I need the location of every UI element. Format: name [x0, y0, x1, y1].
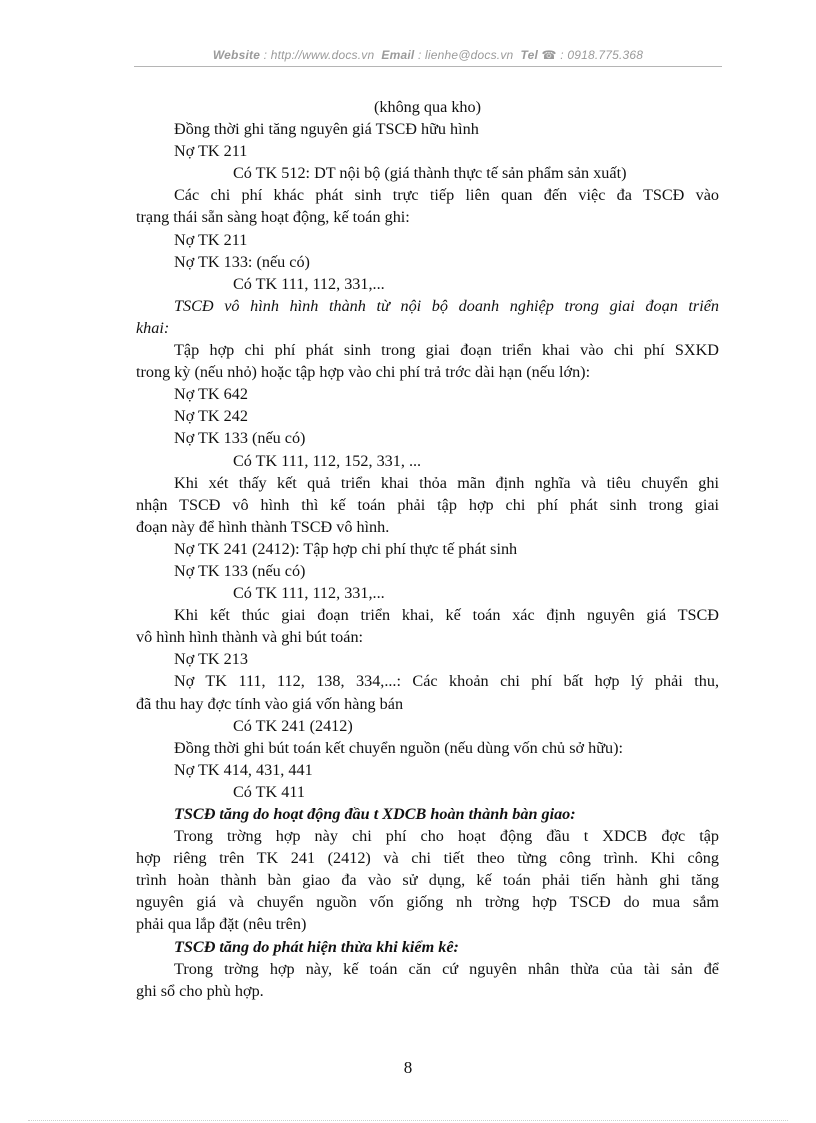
website-value[interactable]: : http://www.docs.vn: [263, 48, 375, 62]
text-line: Có TK 241 (2412): [233, 716, 353, 735]
text-line: Có TK 411: [233, 782, 305, 801]
text-line: Nợ TK 213: [174, 650, 248, 669]
text-line: Có TK 512: DT nội bộ (giá thành thực tế sản phẩm sản xuất): [233, 164, 627, 183]
text-line: Nợ TK 111, 112, 138, 334,...: Các khoản chi phí bất hợp lý phải thu,: [174, 672, 719, 691]
document-body: [136, 96, 719, 1002]
text-line: Trong trờng hợp này, kế toán căn cứ nguyên nhân thừa của tài sản để: [174, 959, 719, 978]
text-line: Các chi phí khác phát sinh trực tiếp liên quan đến việc đa TSCĐ vào: [174, 186, 719, 205]
text-line: trình hoàn thành bàn giao đa vào sử dụng, kế toán phải tiến hành ghi tăng: [136, 871, 719, 890]
text-line: đoạn này để hình thành TSCĐ vô hình.: [136, 517, 390, 536]
tel-value: : 0918.775.368: [560, 48, 644, 62]
text-line: Trong trờng hợp này chi phí cho hoạt động đầu t XDCB đợc tập: [174, 827, 719, 846]
text-line: Có TK 111, 112, 331,...: [233, 584, 385, 603]
text-line: Nợ TK 642: [174, 385, 248, 404]
text-line: Tập hợp chi phí phát sinh trong giai đoạn triển khai vào chi phí SXKD: [174, 341, 719, 360]
text-line: Khi kết thúc giai đoạn triển khai, kế toán xác định nguyên giá TSCĐ: [174, 606, 719, 625]
text-line: nguyên giá và chuyển nguồn vốn giống nh trờng hợp TSCĐ do mua sắm: [136, 893, 719, 912]
email-label: Email: [381, 48, 415, 62]
text-line: Nợ TK 241 (2412): Tập hợp chi phí thực tế phát sinh: [174, 539, 518, 558]
page-bottom-divider: [28, 1120, 788, 1121]
text-line: đã thu hay đợc tính vào giá vốn hàng bán: [136, 694, 404, 713]
text-line: nhận TSCĐ vô hình thì kế toán phải tập hợp chi phí phát sinh trong giai: [136, 495, 719, 514]
text-line: Đồng thời ghi bút toán kết chuyển nguồn (nếu dùng vốn chủ sở hữu):: [174, 738, 623, 757]
website-label: Website: [212, 48, 261, 62]
text-line: Nợ TK 211: [174, 230, 248, 249]
text-line: Đồng thời ghi tăng nguyên giá TSCĐ hữu hình: [174, 120, 479, 139]
text-line: trạng thái sẵn sàng hoạt động, kế toán ghi:: [136, 208, 410, 227]
text-line: TSCĐ vô hình hình thành từ nội bộ doanh nghiệp trong giai đoạn triển: [174, 296, 719, 315]
text-line: Có TK 111, 112, 331,...: [233, 274, 385, 293]
text-line: khai:: [136, 318, 170, 337]
text-line: Nợ TK 414, 431, 441: [174, 760, 313, 779]
text-line: TSCĐ tăng do phát hiện thừa khi kiểm kê:: [174, 937, 459, 956]
text-line: Nợ TK 133: (nếu có): [174, 252, 310, 271]
text-line: Nợ TK 242: [174, 407, 248, 426]
text-line: vô hình hình thành và ghi bút toán:: [136, 628, 364, 647]
page-header: [134, 48, 722, 62]
text-line: TSCĐ tăng do hoạt động đầu t XDCB hoàn thành bàn giao:: [174, 805, 576, 823]
text-line: Nợ TK 133 (nếu có): [174, 561, 306, 580]
text-line: (không qua kho): [374, 98, 481, 116]
text-line: Khi xét thấy kết quả triển khai thỏa mãn định nghĩa và tiêu chuyển ghi: [174, 473, 719, 492]
text-line: Nợ TK 133 (nếu có): [174, 429, 306, 448]
text-line: phải qua lắp đặt (nêu trên): [136, 915, 307, 934]
text-line: Nợ TK 211: [174, 142, 248, 161]
page-number: 8: [403, 1058, 413, 1077]
email-value[interactable]: : lienhe@docs.vn: [417, 48, 514, 62]
header-divider: [134, 66, 722, 67]
text-line: ghi sổ cho phù hợp.: [136, 981, 264, 1000]
tel-label: Tel: [520, 48, 538, 62]
text-line: Có TK 111, 112, 152, 331, ...: [233, 451, 422, 470]
text-line: hợp riêng trên TK 241 (2412) và chi tiết theo từng công trình. Khi công: [136, 849, 719, 868]
phone-icon: ☎: [541, 48, 557, 62]
text-line: trong kỳ (nếu nhỏ) hoặc tập hợp vào chi phí trả trớc dài hạn (nếu lớn):: [136, 363, 591, 382]
